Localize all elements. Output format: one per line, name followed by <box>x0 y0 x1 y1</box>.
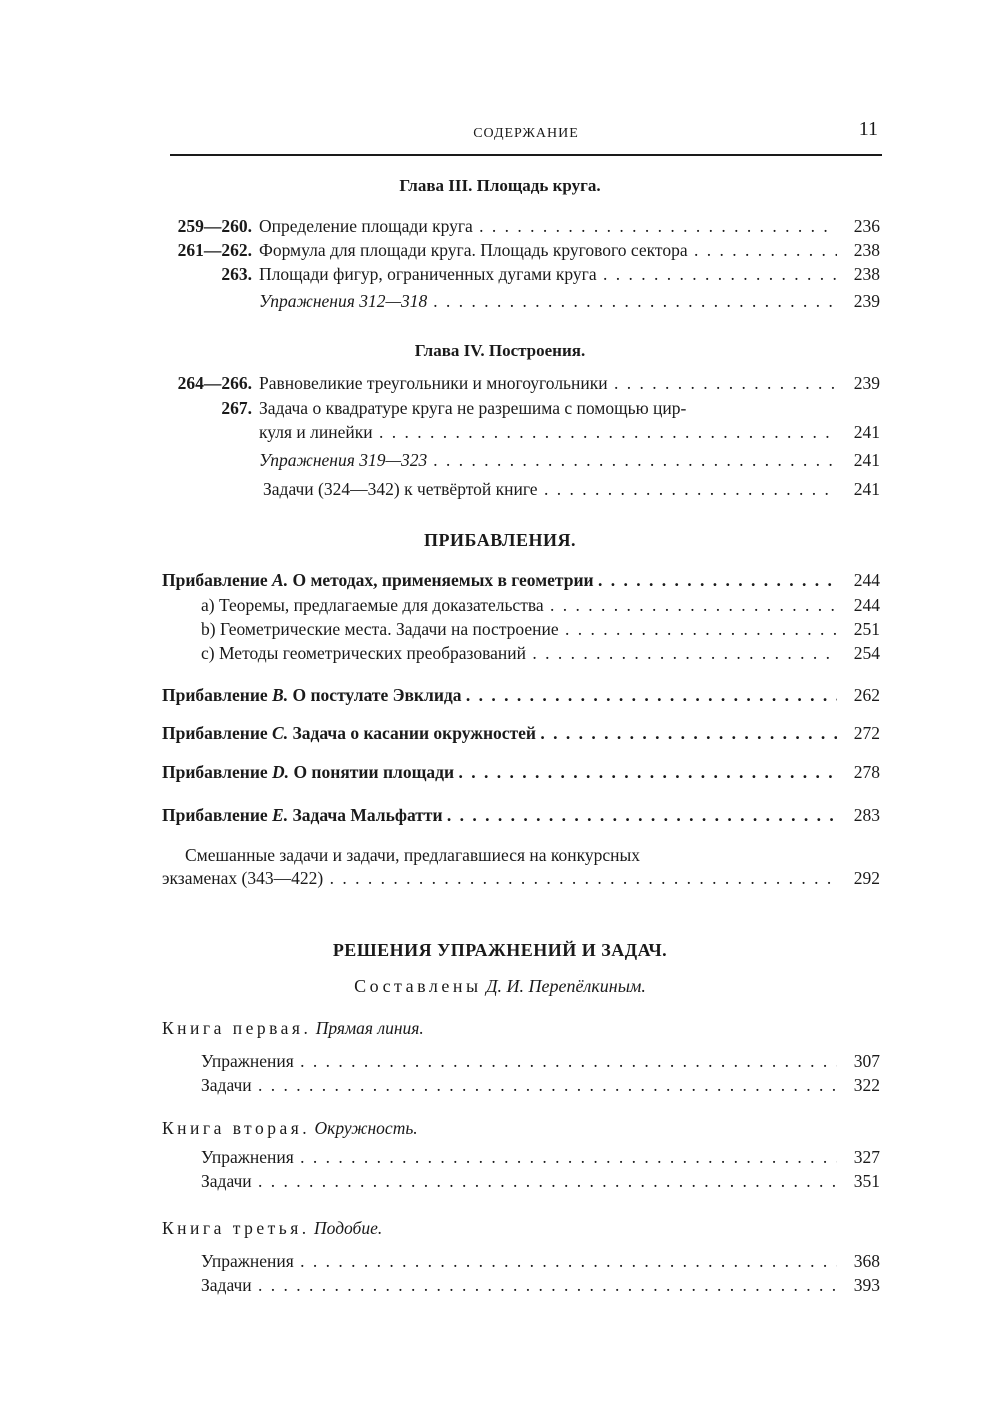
entry-text: Площади фигур, ограниченных дугами круга . . . <box>259 263 837 285</box>
entry-text: Упражнения . . . <box>201 1050 837 1072</box>
appendix-title: Задача о касании окружностей <box>292 723 537 743</box>
appendix-label: Прибавление <box>162 723 268 743</box>
solutions-entry[interactable] <box>0 1250 1000 1272</box>
entry-page: 254 <box>853 643 880 663</box>
entry-page: 239 <box>853 373 880 393</box>
entry-page: 322 <box>853 1075 880 1095</box>
section-number: 267. <box>221 398 252 418</box>
entry-text: Задачи (324—342) к четвёртой книге . . . <box>263 478 837 500</box>
book-label: Книга третья. <box>162 1218 310 1238</box>
solutions-entry[interactable] <box>0 1274 1000 1296</box>
entry-page: 241 <box>853 479 880 499</box>
toc-entry-problems[interactable] <box>0 478 1000 500</box>
entry-page: 238 <box>853 264 880 284</box>
appendix-b-text <box>162 684 837 706</box>
mixed-problems-entry[interactable] <box>0 844 1000 866</box>
appendix-c-entry[interactable] <box>0 722 1000 744</box>
appendix-c-text <box>162 722 837 744</box>
entry-page: 351 <box>853 1171 880 1191</box>
section-number: 264—266. <box>177 373 252 393</box>
section-number: 259—260. <box>177 216 252 236</box>
appendices-heading: ПРИБАВЛЕНИЯ. <box>424 530 576 550</box>
chapter-4-heading: Глава IV. Построения. <box>414 341 586 360</box>
toc-entry[interactable] <box>0 397 1000 419</box>
entry-page: 241 <box>853 450 880 470</box>
chapter-3-heading: Глава III. Площадь круга. <box>399 176 601 195</box>
entry-page: 236 <box>853 216 880 236</box>
book-heading <box>162 1117 862 1139</box>
entry-page: 327 <box>853 1147 880 1167</box>
entry-page: 368 <box>853 1251 880 1271</box>
entry-page: 251 <box>853 619 880 639</box>
appendix-e-text <box>162 804 837 826</box>
compiled-author: Д. И. Перепёлкиным. <box>486 976 646 996</box>
entry-page: 238 <box>853 240 880 260</box>
compiled-label: Составлены <box>354 976 482 996</box>
entry-text: Смешанные задачи и задачи, предлагавшиеся на конкурсных <box>185 845 641 865</box>
appendix-a-text <box>162 569 837 591</box>
entry-page: 292 <box>853 868 880 888</box>
book-label: Книга первая. <box>162 1018 312 1038</box>
appendix-e-entry[interactable] <box>0 804 1000 826</box>
appendix-label: Прибавление <box>162 570 268 590</box>
toc-entry[interactable] <box>0 215 1000 237</box>
book-title: Прямая линия. <box>315 1018 424 1038</box>
appendix-d-text <box>162 761 837 783</box>
section-number: 263. <box>221 264 252 284</box>
entry-page: 241 <box>853 422 880 442</box>
appendix-b-entry[interactable] <box>0 684 1000 706</box>
appendix-label: Прибавление <box>162 762 268 782</box>
section-number: 261—262. <box>177 240 252 260</box>
book-heading <box>162 1017 862 1039</box>
entry-text-continued: куля и линейки . . . <box>259 421 837 443</box>
entry-page: 244 <box>853 570 880 590</box>
appendix-label: Прибавление <box>162 685 268 705</box>
entry-text: Упражнения . . . <box>201 1250 837 1272</box>
appendix-title: О методах, применяемых в геометрии <box>292 570 594 590</box>
book-title: Окружность. <box>314 1118 418 1138</box>
solutions-entry[interactable] <box>0 1074 1000 1096</box>
toc-entry-exercises[interactable] <box>0 290 1000 312</box>
subitem-text: c) Методы геометрических преобразований . . . <box>201 642 837 664</box>
entry-page: 307 <box>853 1051 880 1071</box>
solutions-entry[interactable] <box>0 1170 1000 1192</box>
entry-text: Задачи . . . <box>201 1274 837 1296</box>
entry-text: Определение площади круга . . . <box>259 215 837 237</box>
appendix-letter: A. <box>272 570 289 590</box>
compiled-by-line <box>0 976 1000 997</box>
solutions-heading: РЕШЕНИЯ УПРАЖНЕНИЙ И ЗАДАЧ. <box>332 940 668 960</box>
entry-page: 278 <box>853 762 880 782</box>
toc-entry-continuation[interactable] <box>0 421 1000 443</box>
appendix-title: Задача Мальфатти <box>292 805 443 825</box>
entry-page: 393 <box>853 1275 880 1295</box>
entry-text: Упражнения 319—323 . . . <box>259 449 837 471</box>
entry-page: 262 <box>853 685 880 705</box>
book-heading <box>162 1217 862 1239</box>
subitem-text: a) Теоремы, предлагаемые для доказательства . . . <box>201 594 837 616</box>
appendix-label: Прибавление <box>162 805 268 825</box>
running-header <box>170 118 882 156</box>
toc-entry-exercises[interactable] <box>0 449 1000 471</box>
appendix-title: О понятии площади <box>293 762 455 782</box>
appendix-subitem[interactable] <box>0 642 1000 664</box>
entry-page: 239 <box>853 291 880 311</box>
appendix-letter: E. <box>272 805 289 825</box>
appendix-title: О постулате Эвклида <box>292 685 462 705</box>
book-title: Подобие. <box>314 1218 383 1238</box>
entry-text: Равновеликие треугольники и многоугольники . . . <box>259 372 837 394</box>
page-number: 11 <box>858 118 878 140</box>
entry-text: Упражнения 312—318 . . . <box>259 290 837 312</box>
running-title: СОДЕРЖАНИЕ <box>473 126 579 141</box>
book-label: Книга вторая. <box>162 1118 311 1138</box>
entry-text: Формула для площади круга. Площадь кругового сектора . . . <box>259 239 837 261</box>
appendix-subitem[interactable] <box>0 618 1000 640</box>
entry-text-continued: экзаменах (343—422) . . . <box>162 867 837 889</box>
subitem-text: b) Геометрические места. Задачи на построение . . . <box>201 618 837 640</box>
entry-page: 272 <box>853 723 880 743</box>
appendix-letter: B. <box>272 685 289 705</box>
appendix-letter: C. <box>272 723 289 743</box>
toc-entry[interactable] <box>0 239 1000 261</box>
appendix-d-entry[interactable] <box>0 761 1000 783</box>
solutions-entry[interactable] <box>0 1146 1000 1168</box>
appendix-a-entry[interactable] <box>0 569 1000 591</box>
entry-page: 244 <box>853 595 880 615</box>
mixed-problems-continuation[interactable] <box>0 867 1000 889</box>
toc-entry[interactable] <box>0 263 1000 285</box>
solutions-entry[interactable] <box>0 1050 1000 1072</box>
appendix-subitem[interactable] <box>0 594 1000 616</box>
entry-text: Задачи . . . <box>201 1170 837 1192</box>
entry-text: Упражнения . . . <box>201 1146 837 1168</box>
toc-entry[interactable] <box>0 372 1000 394</box>
entry-text: Задачи . . . <box>201 1074 837 1096</box>
appendix-letter: D. <box>272 762 290 782</box>
entry-text: Задача о квадратуре круга не разрешима с помощью цир- <box>259 398 687 418</box>
entry-page: 283 <box>853 805 880 825</box>
